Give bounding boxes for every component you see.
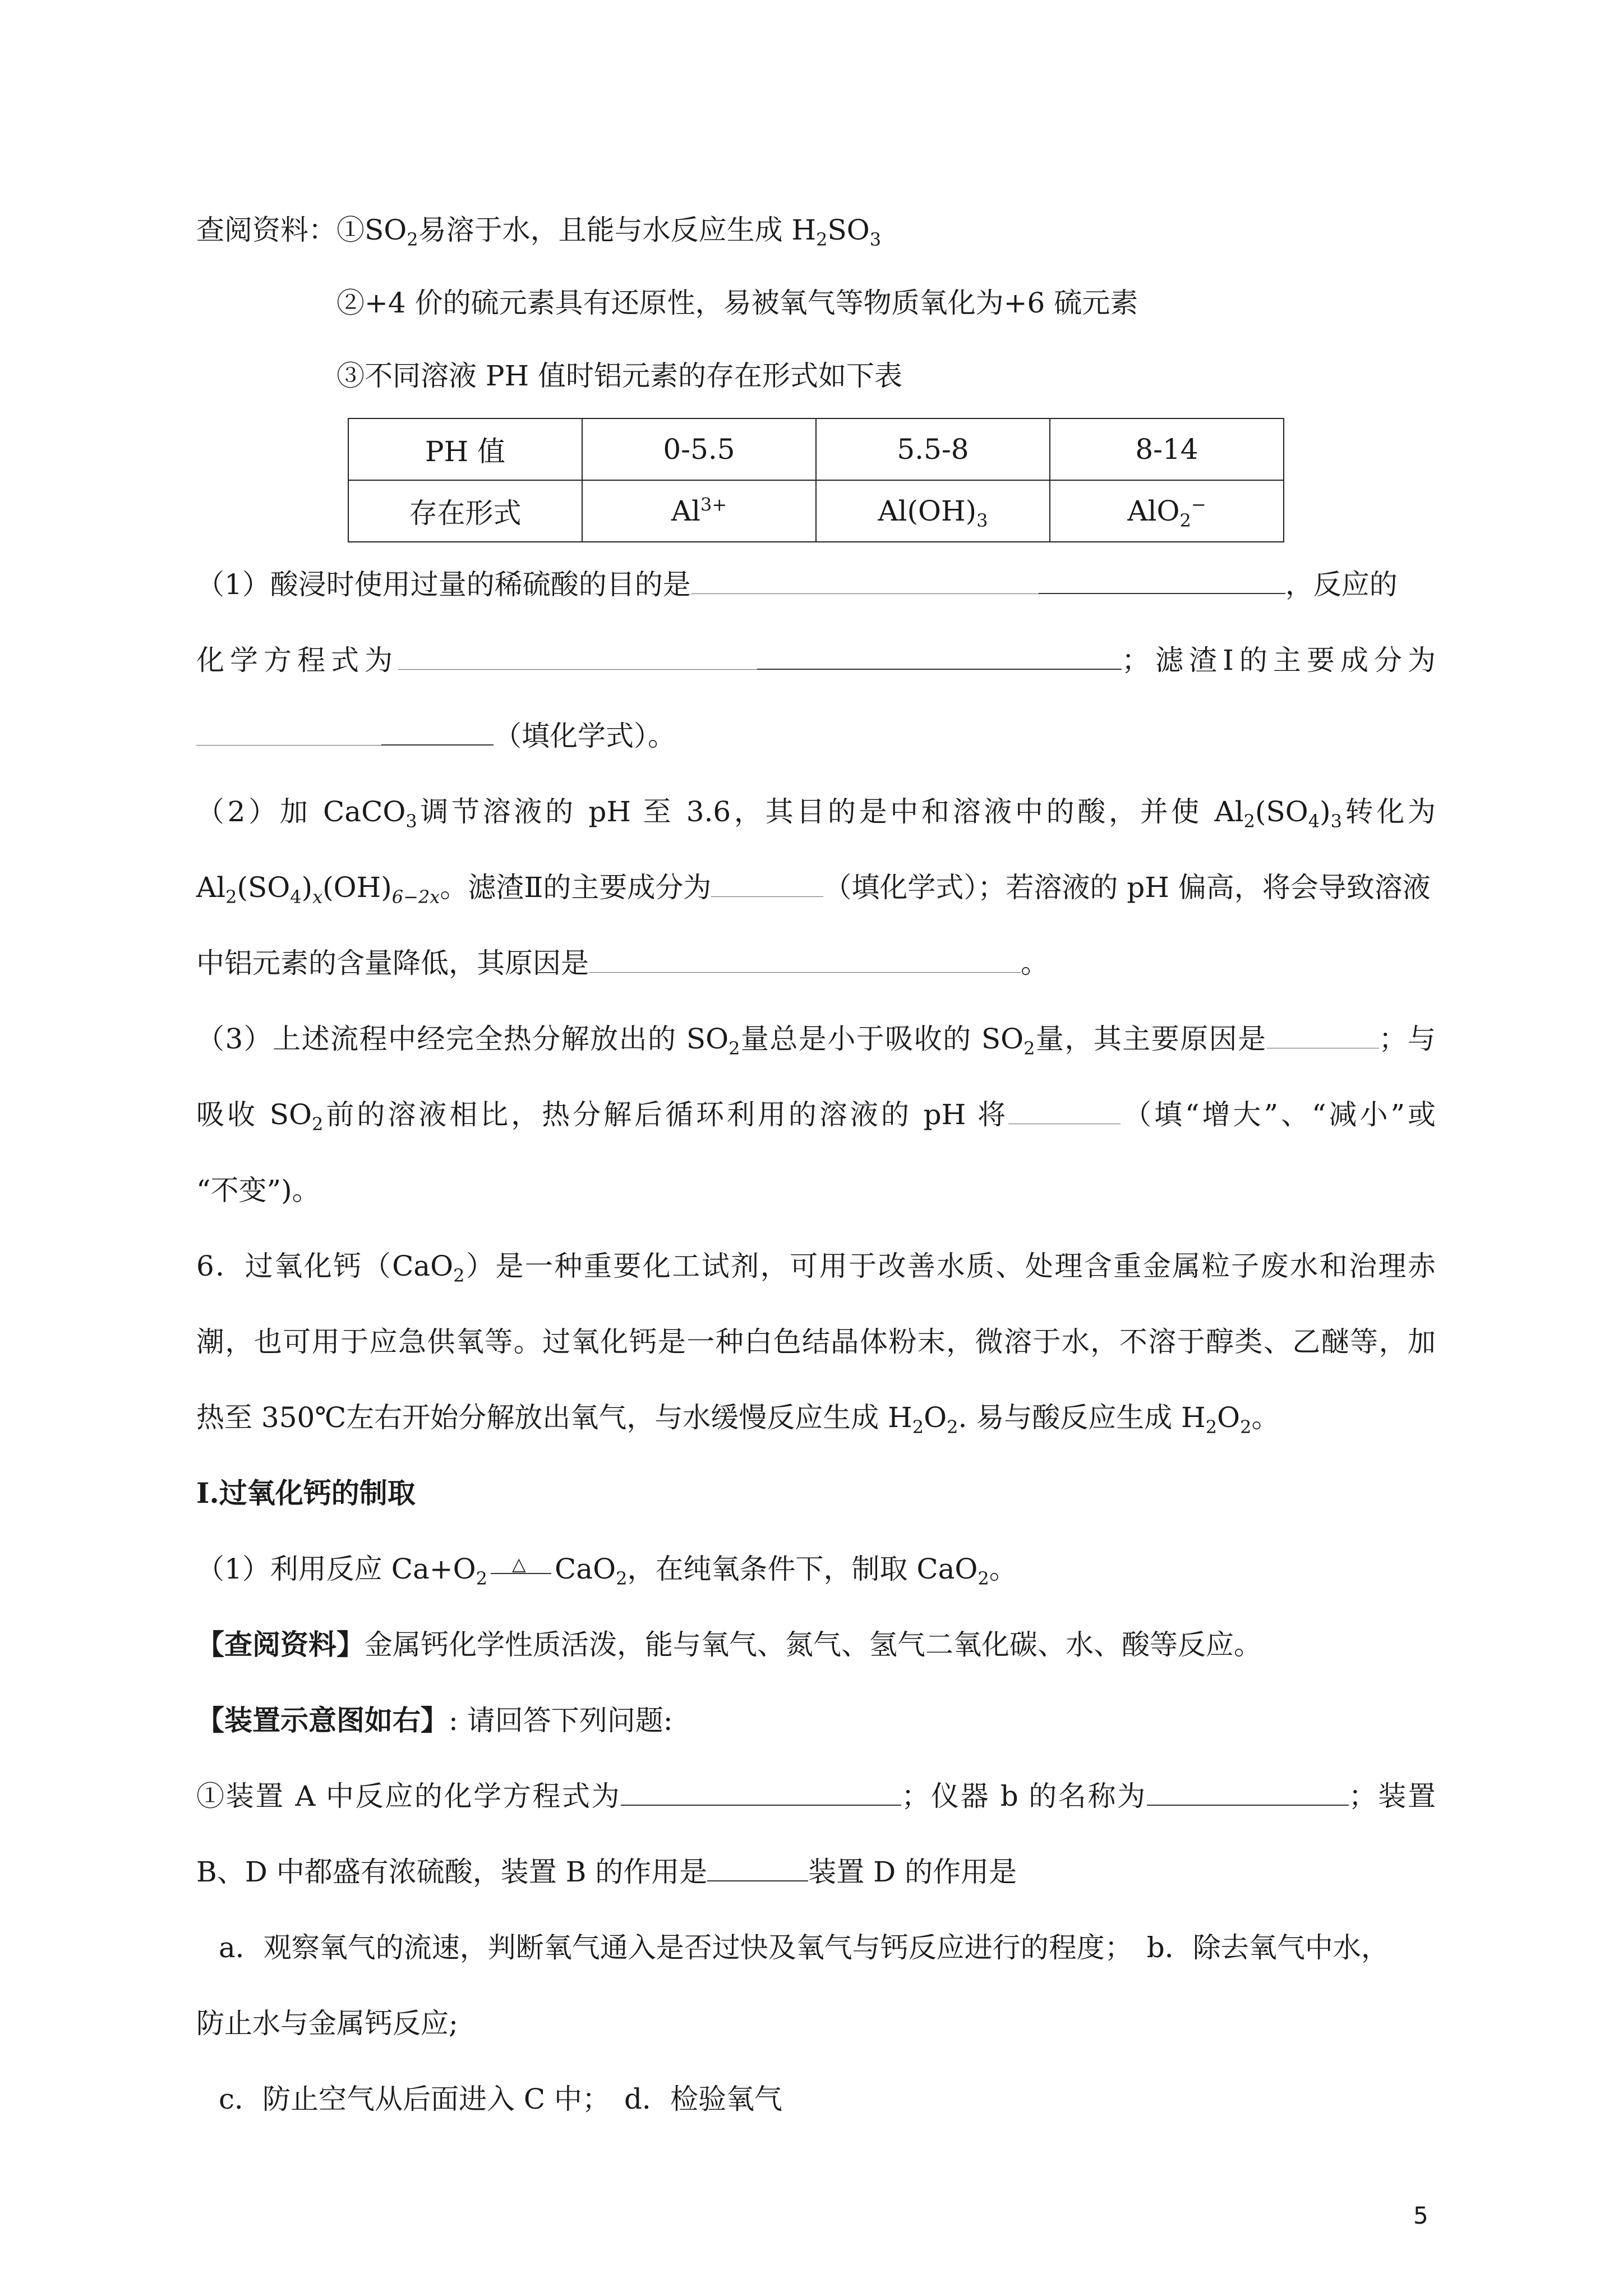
reference-intro: 查阅资料：$①SO_2$易溶于水，且能与水反应生成 $H_2SO_3$ xyxy=(196,214,882,250)
reference-item-3: ③不同溶液 PH 值时铝元素的存在形式如下表 xyxy=(336,360,903,392)
answer-blank[interactable] xyxy=(707,1857,808,1881)
table-cell: PH 值 xyxy=(348,418,582,480)
section-heading: I.过氧化钙的制取 xyxy=(196,1476,416,1510)
table-cell: 5.5-8 xyxy=(816,418,1050,480)
table-cell: $Al(OH)_3$ xyxy=(816,480,1050,542)
question-2-line-1: （2）加 CaCO$_3$调节溶液的 pH 至 3.6，其目的是中和溶液中的酸，并使 $Al_2(SO_4)_3$转化为 xyxy=(196,795,1436,832)
question-1-line-1: （1）酸浸时使用过量的稀硫酸的目的是 ，反应的 xyxy=(196,568,1398,601)
answer-blank[interactable] xyxy=(381,721,494,746)
question-device-line-1: ①装置 A 中反应的化学方程式为 ；仪器 b 的名称为 ；装置 xyxy=(196,1780,1436,1812)
option-a-b: a．观察氧气的流速，判断氧气通入是否过快及氧气与钙反应进行的程度； b．除去氧气中水， xyxy=(219,1931,1389,1964)
reference-note: 【查阅资料】金属钙化学性质活泼，能与氧气、氮气、氢气二氧化碳、水、酸等反应。 xyxy=(196,1628,1262,1661)
question-6-line-2: 潮，也可用于应急供氧等。过氧化钙是一种白色结晶体粉末，微溶于水，不溶于醇类、乙醚等，加 xyxy=(196,1326,1436,1358)
answer-blank[interactable] xyxy=(691,570,1039,594)
question-1-line-2: 化学方程式为 ；滤渣Ⅰ的主要成分为 xyxy=(196,644,1436,677)
question-2-line-3: 中铝元素的含量降低，其原因是 。 xyxy=(196,947,1049,979)
answer-blank[interactable] xyxy=(398,646,757,670)
answer-blank[interactable] xyxy=(196,721,381,746)
table-row xyxy=(348,418,1284,480)
page-number: 5 xyxy=(1413,2202,1428,2229)
question-6-line-1: 6．过氧化钙（CaO$_2$）是一种重要化工试剂，可用于改善水质、处理含重金属粒子废水和治理赤 xyxy=(196,1250,1436,1286)
table-cell: 8-14 xyxy=(1050,418,1284,480)
reference-item-2: ②+4 价的硫元素具有还原性，易被氧气等物质氧化为+6 硫元素 xyxy=(336,287,1138,319)
aluminum-form-table xyxy=(348,418,1284,542)
answer-blank[interactable] xyxy=(1147,1781,1349,1806)
answer-blank[interactable] xyxy=(757,645,1122,670)
answer-blank[interactable] xyxy=(1039,569,1285,594)
question-3-line-2: 吸收 $SO_2$前的溶液相比，热分解后循环利用的溶液的 pH 将 （填“增大”、“减小”或 xyxy=(196,1098,1436,1135)
table-cell: 0-5.5 xyxy=(582,418,816,480)
question-device-line-2: B、D 中都盛有浓硫酸，装置 B 的作用是 装置 D 的作用是 xyxy=(196,1856,1017,1888)
option-b-continued: 防止水与金属钙反应; xyxy=(196,2007,458,2040)
option-c-d: c．防止空气从后面进入 C 中； d．检验氧气 xyxy=(219,2083,783,2115)
question-6-line-3: 热至 350℃左右开始分解放出氧气，与水缓慢反应生成 $H_2O_2$. 易与酸反应生成 $H_2O_2$。 xyxy=(196,1401,1280,1438)
reaction-line: （1）利用反应 $Ca+O_2$ △ CaO$_2$，在纯氧条件下，制取 CaO$_2$。 xyxy=(196,1553,1017,1589)
answer-blank[interactable] xyxy=(621,1781,901,1806)
question-3-line-3: “不变”)。 xyxy=(196,1174,320,1207)
question-1-line-3: （填化学式）。 xyxy=(196,718,1436,754)
answer-blank[interactable] xyxy=(589,949,1021,973)
device-diagram-note: 【装置示意图如右】: 请回答下列问题: xyxy=(196,1704,673,1737)
question-3-line-1: （3）上述流程中经完全热分解放出的 $SO_2$量总是小于吸收的 $SO_2$量，其主要原因是 ；与 xyxy=(196,1023,1436,1059)
answer-blank[interactable] xyxy=(1008,1100,1121,1124)
heating-arrow-icon: △ xyxy=(487,1556,555,1579)
question-2-line-2: $Al_2(SO_4)_x(OH)_{6-2x}$。滤渣Ⅱ的主要成分为 （填化学式）；若溶液的 pH 偏高，将会导致溶液 xyxy=(196,871,1431,908)
table-cell: $Al^{3+}$ xyxy=(582,480,816,542)
table-cell: AlO$_2$− xyxy=(1050,480,1284,542)
table-row xyxy=(348,480,1284,542)
answer-blank[interactable] xyxy=(1267,1024,1379,1048)
table-cell: 存在形式 xyxy=(348,480,582,542)
answer-blank[interactable] xyxy=(711,873,823,897)
